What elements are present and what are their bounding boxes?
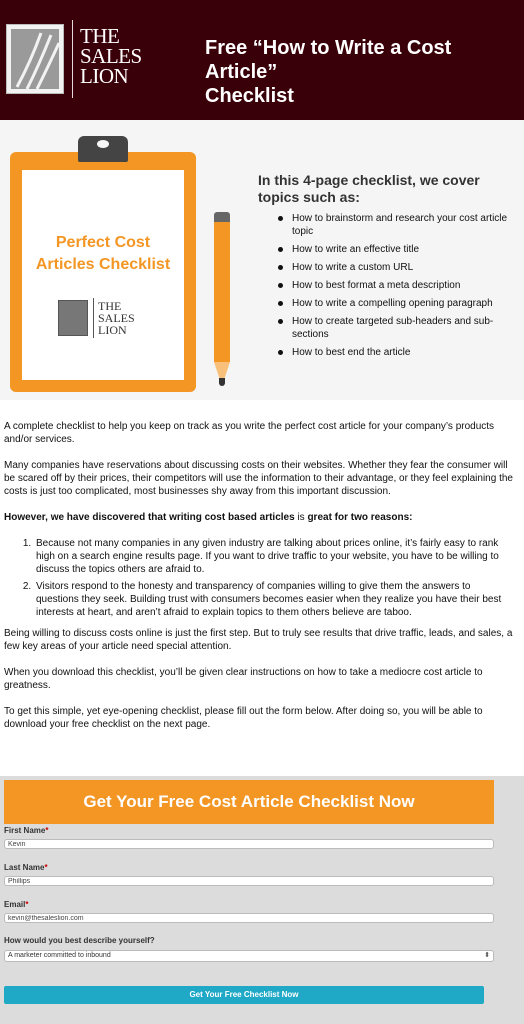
clipboard-illustration — [10, 152, 196, 392]
list-item: 1. Because not many companies in any given industry are talking about prices online, it’s fairly easy to rank high on a search engine results page. If you want to drive traffic to your website, you have to be willing to discuss the topics others are afraid to. — [34, 537, 516, 576]
describe-selected-value: A marketer committed to inbound — [8, 952, 111, 959]
form-instructions-paragraph: To get this simple, yet eye-opening checklist, please fill out the form below. After doing so, you will be able to download your free checklist on the next page. — [4, 706, 483, 730]
list-item: How to write a custom URL — [276, 261, 508, 274]
two-reasons-paragraph — [4, 511, 516, 524]
download-form — [0, 776, 524, 1024]
list-item: How to best format a meta description — [276, 279, 508, 292]
form-banner: Get Your Free Cost Article Checklist Now — [4, 780, 494, 824]
email-field[interactable] — [4, 913, 494, 923]
first-name-label: First Name* — [4, 826, 49, 835]
topics-heading: In this 4-page checklist, we cover topics such as: — [258, 172, 480, 205]
list-item: How to brainstorm and research your cost article topic — [276, 212, 508, 238]
select-arrows-icon: ⬍ — [484, 952, 490, 959]
checklist-title: Perfect Cost Articles Checklist — [35, 234, 171, 273]
reasons-bold-lead: However, we have discovered that writing cost based articles — [4, 512, 295, 523]
list-item: 2. Visitors respond to the honesty and transparency of companies willing to give them the answers to questions they seek. Building trust with consumers becomes easier when they realize you have their best interests at heart, and aren’t afraid to explain topics to them others believe are taboo. — [34, 580, 516, 619]
page-title: Free “How to Write a Cost Article” Checklist — [205, 37, 452, 107]
list-item: How to best end the article — [276, 346, 508, 359]
logo-divider — [72, 20, 73, 98]
article-copy — [4, 420, 516, 744]
describe-select[interactable] — [4, 950, 494, 962]
last-name-label: Last Name* — [4, 863, 48, 872]
reasons-list — [34, 537, 516, 619]
last-name-input[interactable] — [4, 876, 494, 886]
list-item: How to create targeted sub-headers and sub-sections — [276, 315, 508, 341]
submit-button[interactable]: Get Your Free Checklist Now — [4, 986, 484, 1004]
hero-panel — [0, 120, 524, 400]
reasons-connector: is — [294, 512, 308, 523]
first-name-input[interactable] — [4, 839, 494, 849]
describe-label: How would you best describe yourself? — [4, 936, 155, 945]
reasons-bold-tail: great for two reasons: — [307, 512, 413, 523]
list-item: How to write an effective title — [276, 243, 508, 256]
list-item: How to write a compelling opening paragraph — [276, 297, 508, 310]
lion-claw-icon — [6, 24, 64, 94]
checklist-paper — [22, 170, 184, 380]
email-label: Email* — [4, 900, 29, 909]
logo-text: THE SALES LION — [80, 24, 142, 88]
sales-lion-logo[interactable] — [6, 20, 140, 98]
reservations-paragraph: Many companies have reservations about discussing costs on their websites. Whether they fear the consumer will be scared off by their prices, their competitors will use the information to their advantage, or they feel explaining the costs is just too complicated, most businesses shy away from this important discussion. — [4, 460, 513, 497]
site-header — [0, 0, 524, 120]
mini-sales-lion-logo: THE SALES LION — [58, 298, 158, 338]
pencil-icon — [212, 212, 232, 388]
topics-list — [276, 212, 508, 364]
intro-paragraph: A complete checklist to help you keep on track as you write the perfect cost article for your company’s products and/or services. — [4, 421, 495, 445]
first-step-paragraph: Being willing to discuss costs online is just the first step. But to truly see results that drive traffic, leads, and sales, a few key areas of your article need special attention. — [4, 628, 513, 652]
download-paragraph: When you download this checklist, you’ll be given clear instructions on how to take a mediocre cost article to greatness. — [4, 667, 483, 691]
clipboard-clip-icon — [78, 136, 128, 162]
